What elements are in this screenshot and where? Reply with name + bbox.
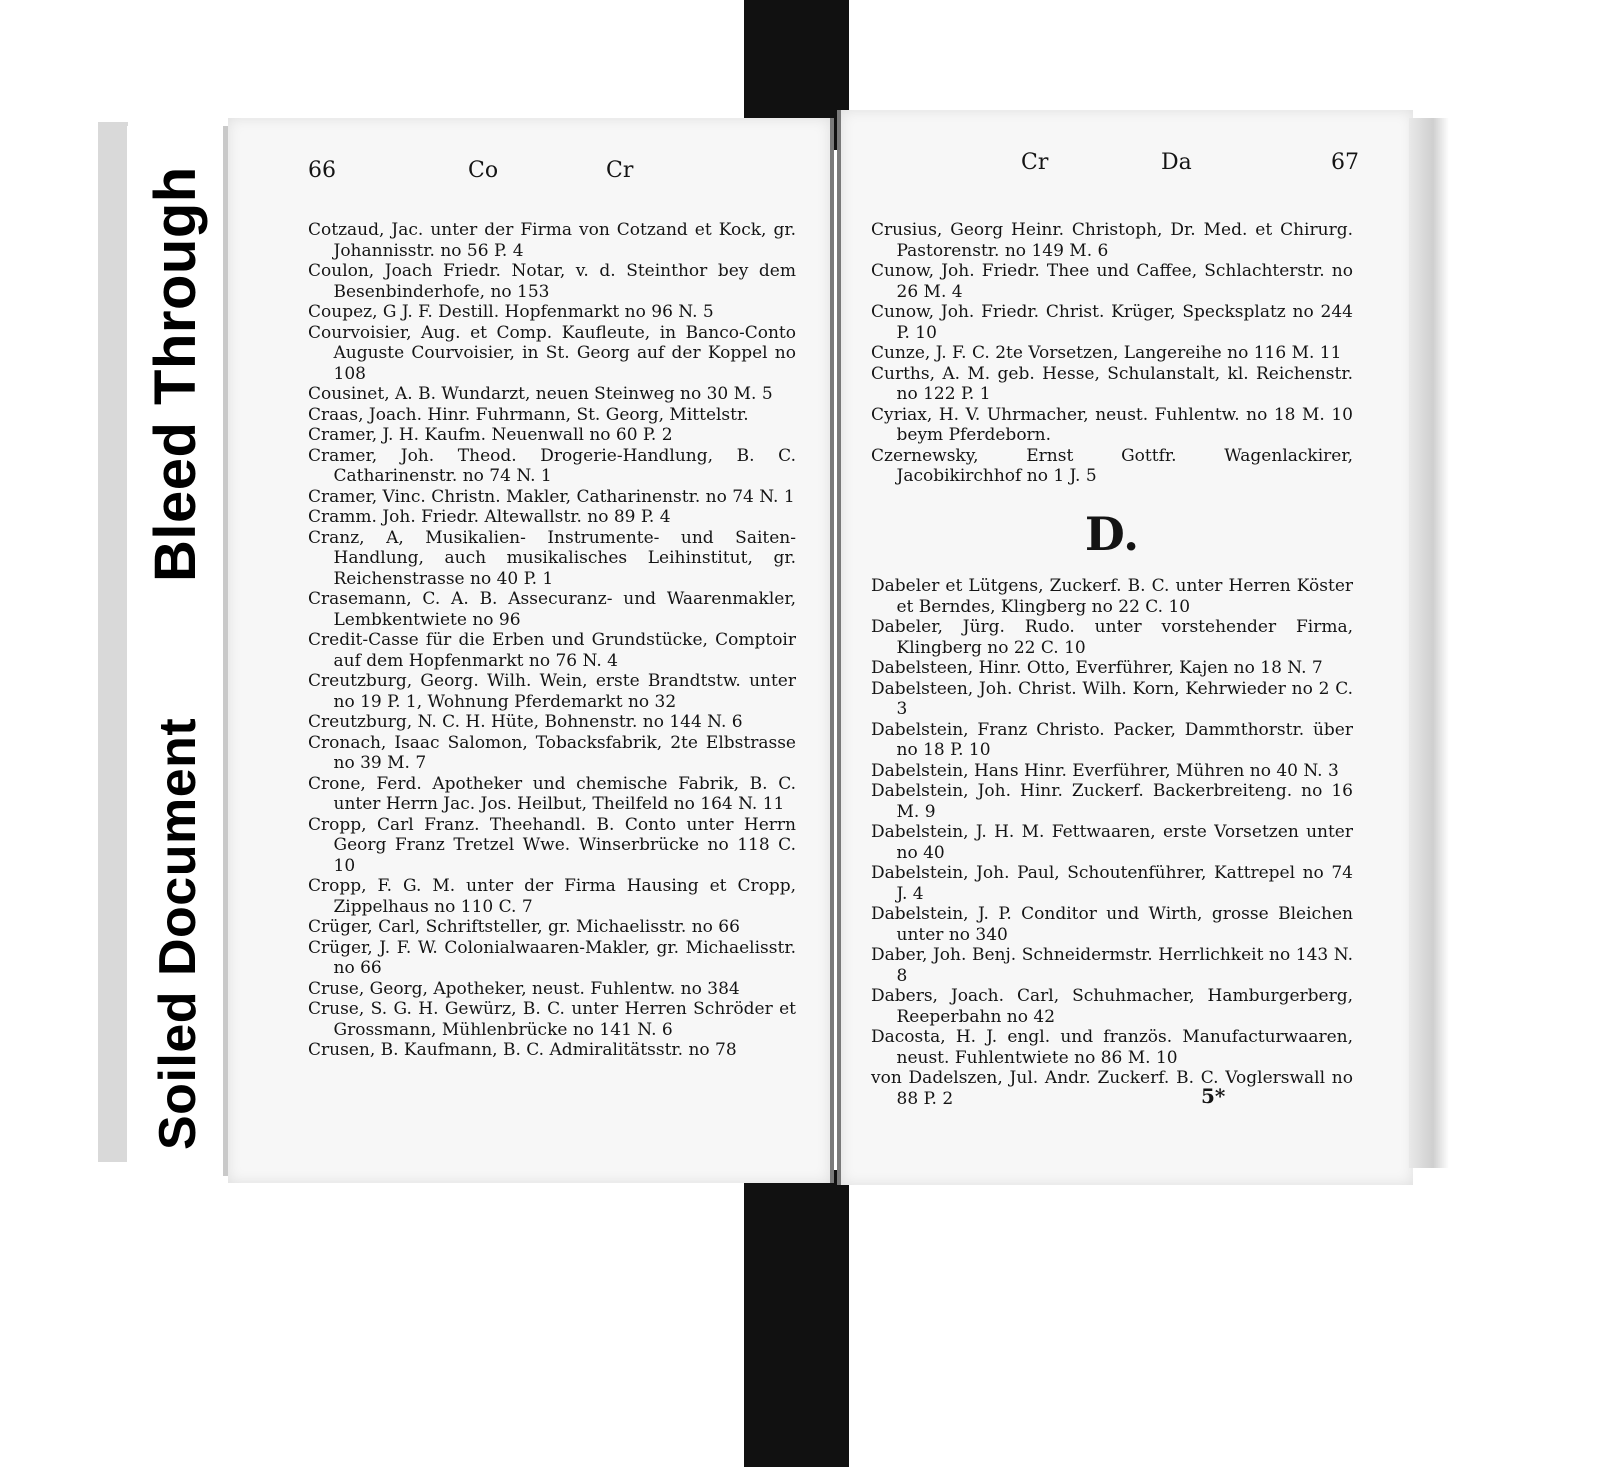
left-guide-word-2: Cr	[606, 158, 634, 183]
right-page-number: 67	[1331, 150, 1359, 175]
right-entry-list-d	[871, 576, 1353, 1109]
directory-entry: Cramm. Joh. Friedr. Altewallstr. no 89 P. 4	[308, 507, 671, 527]
directory-entry: Crüger, Carl, Schriftsteller, gr. Michaelisstr. no 66	[308, 917, 740, 937]
film-strip-bottom	[744, 1170, 849, 1467]
directory-entry: Crusen, B. Kaufmann, B. C. Admiralitätsstr. no 78	[308, 1040, 737, 1060]
directory-entry: Creutzburg, Georg. Wilh. Wein, erste Brandtstw. unter no 19 P. 1, Wohnung Pferdemarkt no 32	[308, 671, 796, 712]
section-letter-heading: D.	[1084, 507, 1140, 561]
directory-entry: Cranz, A, Musikalien- Instrumente- und Saiten-Handlung, auch musikalisches Leihinstitut, gr. Reichenstrasse no 40 P. 1	[308, 527, 796, 589]
directory-entry: Crasemann, C. A. B. Assecuranz- und Waarenmakler, Lembkentwiete no 96	[308, 589, 796, 630]
film-backing	[98, 122, 128, 1162]
directory-entry: Coulon, Joach Friedr. Notar, v. d. Steinthor bey dem Besenbinderhofe, no 153	[308, 261, 796, 302]
right-guide-word-2: Da	[1161, 150, 1192, 175]
directory-entry: Dabelsteen, Joh. Christ. Wilh. Korn, Kehrwieder no 2 C. 3	[871, 678, 1353, 719]
directory-entry: Cruse, Georg, Apotheker, neust. Fuhlentw. no 384	[308, 978, 740, 999]
directory-entry: Cunze, J. F. C. 2te Vorsetzen, Langereihe no 116 M. 11	[871, 343, 1342, 363]
directory-entry: Dabelstein, J. H. M. Fettwaaren, erste Vorsetzen unter no 40	[871, 822, 1353, 863]
label-soiled-document: Soiled Document	[149, 717, 207, 1150]
left-page	[228, 118, 834, 1183]
directory-entry: Cyriax, H. V. Uhrmacher, neust. Fuhlentw. no 18 M. 10 beym Pferdeborn.	[871, 404, 1353, 445]
directory-entry: Dabelsteen, Hinr. Otto, Everführer, Kajen no 18 N. 7	[871, 658, 1323, 678]
directory-entry: Cousinet, A. B. Wundarzt, neuen Steinweg no 30 M. 5	[308, 384, 773, 404]
directory-entry: Dabelstein, Joh. Hinr. Zuckerf. Backerbreiteng. no 16 M. 9	[871, 781, 1353, 822]
directory-entry: Dabeler, Jürg. Rudo. unter vorstehender Firma, Klingberg no 22 C. 10	[871, 617, 1353, 658]
directory-entry: Dabelstein, Hans Hinr. Everführer, Mühren no 40 N. 3	[871, 760, 1339, 781]
left-entry-list	[308, 220, 796, 1061]
left-page-header	[228, 158, 830, 198]
directory-entry: Dabelstein, Franz Christo. Packer, Dammthorstr. über no 18 P. 10	[871, 719, 1353, 760]
directory-entry: Crone, Ferd. Apotheker und chemische Fabrik, B. C. unter Herrn Jac. Jos. Heilbut, Theilfeld no 164 N. 11	[308, 773, 796, 814]
directory-entry: Courvoisier, Aug. et Comp. Kaufleute, in Banco-Conto Auguste Courvoisier, in St. Georg auf der Koppel no 108	[308, 322, 796, 384]
directory-entry: Crusius, Georg Heinr. Christoph, Dr. Med. et Chirurg. Pastorenstr. no 149 M. 6	[871, 220, 1353, 261]
page-edge-shadow	[1409, 118, 1449, 1168]
directory-entry: Dabelstein, J. P. Conditor und Wirth, grosse Bleichen unter no 340	[871, 904, 1353, 945]
directory-entry: Cronach, Isaac Salomon, Tobacksfabrik, 2te Elbstrasse no 39 M. 7	[308, 732, 796, 773]
directory-entry: Craas, Joach. Hinr. Fuhrmann, St. Georg, Mittelstr.	[308, 404, 749, 425]
directory-entry: Creutzburg, N. C. H. Hüte, Bohnenstr. no 144 N. 6	[308, 712, 743, 732]
directory-entry: Czernewsky, Ernst Gottfr. Wagenlackirer, Jacobikirchhof no 1 J. 5	[871, 445, 1353, 486]
left-guide-word-1: Co	[468, 158, 499, 183]
directory-entry: Crüger, J. F. W. Colonialwaaren-Makler, gr. Michaelisstr. no 66	[308, 937, 796, 978]
section-d	[871, 494, 1353, 1109]
directory-entry: Cruse, S. G. H. Gewürz, B. C. unter Herren Schröder et Grossmann, Mühlenbrücke no 141 N. 6	[308, 999, 796, 1040]
label-bleed-through: Bleed Through	[143, 166, 208, 582]
directory-entry: von Dadelszen, Jul. Andr. Zuckerf. B. C. Voglerswall no 88 P. 2	[871, 1068, 1353, 1109]
directory-entry: Dabers, Joach. Carl, Schuhmacher, Hamburgerberg, Reeperbahn no 42	[871, 986, 1353, 1027]
directory-entry: Cotzaud, Jac. unter der Firma von Cotzand et Kock, gr. Johannisstr. no 56 P. 4	[308, 220, 796, 261]
right-page-header	[841, 150, 1413, 190]
right-entry-list-c	[871, 220, 1353, 487]
directory-entry: Cunow, Joh. Friedr. Christ. Krüger, Specksplatz no 244 P. 10	[871, 302, 1353, 343]
directory-entry: Cramer, Vinc. Christn. Makler, Catharinenstr. no 74 N. 1	[308, 486, 795, 507]
signature-mark: 5*	[1201, 1084, 1226, 1108]
directory-entry: Curths, A. M. geb. Hesse, Schulanstalt, kl. Reichenstr. no 122 P. 1	[871, 363, 1353, 404]
left-page-number: 66	[308, 158, 336, 183]
directory-entry: Cramer, J. H. Kaufm. Neuenwall no 60 P. 2	[308, 425, 673, 445]
directory-entry: Dabeler et Lütgens, Zuckerf. B. C. unter Herren Köster et Berndes, Klingberg no 22 C. 10	[871, 576, 1353, 617]
directory-entry: Cunow, Joh. Friedr. Thee und Caffee, Schlachterstr. no 26 M. 4	[871, 261, 1353, 302]
directory-entry: Cropp, F. G. M. unter der Firma Hausing et Cropp, Zippelhaus no 110 C. 7	[308, 876, 796, 917]
directory-entry: Cropp, Carl Franz. Theehandl. B. Conto unter Herrn Georg Franz Tretzel Wwe. Winserbrücke no 118 C. 10	[308, 814, 796, 876]
right-page	[837, 110, 1413, 1185]
directory-entry: Credit-Casse für die Erben und Grundstücke, Comptoir auf dem Hopfenmarkt no 76 N. 4	[308, 630, 796, 671]
directory-entry: Dacosta, H. J. engl. und französ. Manufacturwaaren, neust. Fuhlentwiete no 86 M. 10	[871, 1027, 1353, 1068]
directory-entry: Coupez, G J. F. Destill. Hopfenmarkt no 96 N. 5	[308, 302, 714, 322]
directory-entry: Cramer, Joh. Theod. Drogerie-Handlung, B. C. Catharinenstr. no 74 N. 1	[308, 445, 796, 486]
right-guide-word-1: Cr	[1021, 150, 1049, 175]
directory-entry: Dabelstein, Joh. Paul, Schoutenführer, Kattrepel no 74 J. 4	[871, 863, 1353, 904]
directory-entry: Daber, Joh. Benj. Schneidermstr. Herrlichkeit no 143 N. 8	[871, 945, 1353, 986]
